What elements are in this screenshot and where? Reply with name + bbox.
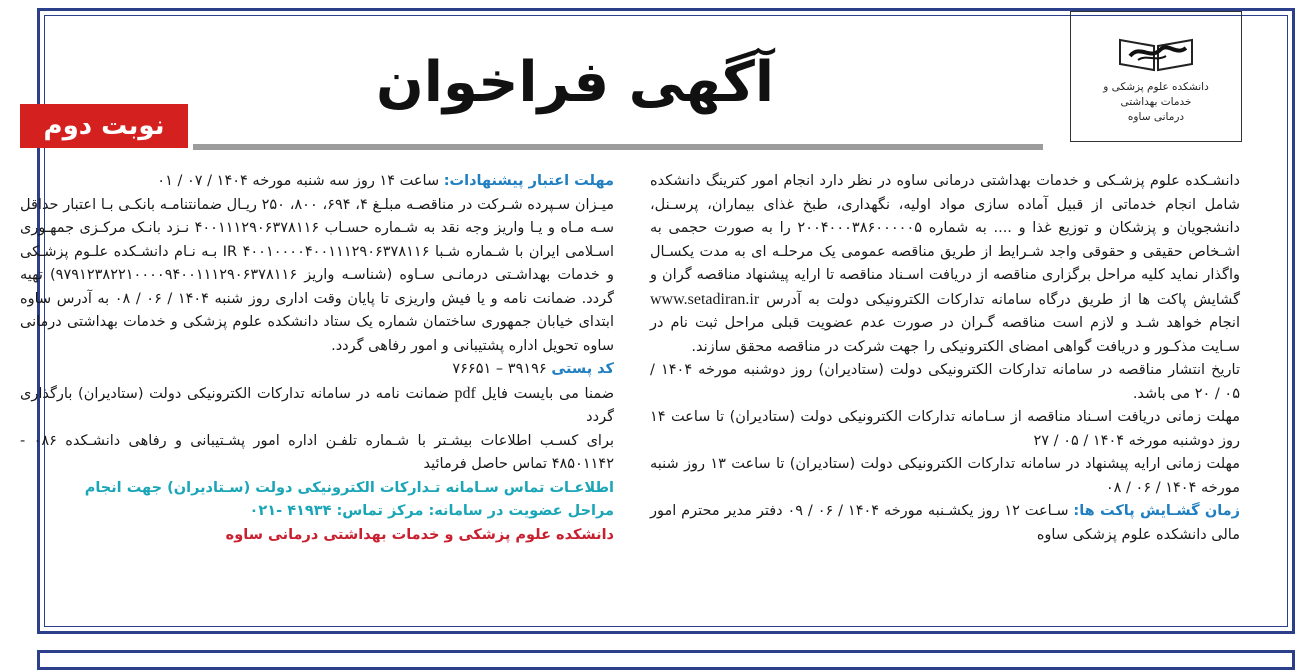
- opening-time: [650, 500, 1240, 547]
- footer-organization: دانشکده علوم پزشکی و خدمات بهداشتی درمانی ساوه: [225, 526, 614, 543]
- intro-paragraph: [650, 170, 1240, 359]
- logo-org-line1: دانشکده علوم پزشکی و: [1103, 81, 1209, 93]
- page-title: آگهی فراخوان: [375, 50, 775, 115]
- logo-org-line3: درمانی ساوه: [1127, 111, 1185, 123]
- document-deadline: مهلت زمانی دریافت اسـناد مناقصه از سـامانه تدارکات الکترونیکی دولت (ستادیران) تا ساعت ۱۴ روز دوشنبه مورخه ۱۴۰۴ / ۰۵ / ۲۷: [650, 409, 1240, 449]
- header-divider: [193, 144, 1043, 150]
- validity-text: ساعت ۱۴ روز سه شنبه مورخه ۱۴۰۴ / ۰۷ / ۰۱: [157, 173, 440, 189]
- book-logo-icon: [1116, 30, 1196, 74]
- pdf-text-2: ضمانت نامه در سامانه تدارکات الکترونیکی دولت (ستادیران) بارگذاری گردد: [20, 385, 614, 425]
- info-paragraph: برای کسـب اطلاعات بیشـتر با شـماره تلفـن اداره امور پشـتیبانی و رفاهی دانشـکده ۰۸۶ - ۴۸۵۰۱۱۴۲ تماس حاصل فرمائید: [20, 432, 614, 472]
- university-logo: [1070, 11, 1242, 142]
- logo-org-line2: خدمات بهداشتی: [1120, 96, 1192, 108]
- pdf-paragraph: [20, 382, 614, 430]
- intro-text-1: دانشـکده علوم پزشـکی و خدمات بهداشتی درمانی ساوه در نظر دارد انجام امور کترینگ دانشکده شامل انجام خدماتی از قبیل آماده سازی مواد اولیه، نگهداری، طبخ غذای بیماران، پرسـنل، دانشجویان و پزشکان و توزیع غذا و .... به شماره ۲۰۰۴۰۰۰۳۸۶۰۰۰۰۰۵ را به صورت حجمی به اشـخاص حقیقی و حقوقی واجد شـرایط از طریق مناقصه عمومی یک مرحلـه ای به مدت یکسـال واگذار نماید کلیه مراحل برگزاری مناقصه از دریافت اسـناد مناقصه تا ارایه پیشنهاد مناقصه گران و گشایش پاکت ها از طریق درگاه سامانه تدارکات الکترونیکی دولت به آدرس: [650, 173, 1240, 308]
- right-column: [650, 170, 1240, 547]
- postal-code: ۳۹۱۹۶ – ۷۶۶۵۱: [452, 361, 547, 377]
- setadiran-url[interactable]: www.setadiran.ir: [650, 290, 760, 308]
- contact-line-2: مراحل عضویت در سامانه: مرکز تماس: ۴۱۹۳۴ -۰۲۱: [249, 503, 614, 519]
- opening-text: سـاعت ۱۲ روز یکشـنبه مورخه ۱۴۰۴ / ۰۶ / ۰۹ دفتر مدیر محترم امور مالی دانشکده علوم پزشکی ساوه: [650, 503, 1240, 543]
- contact-line-1: اطلاعـات تماس سـامانه تـدارکات الکترونیکی دولت (سـتادیران) جهت انجام: [84, 479, 614, 496]
- opening-label: زمان گشـایش پاکت ها:: [1073, 503, 1240, 519]
- publish-date: تاریخ انتشار مناقصه در سامانه تدارکات الکترونیکی دولت (ستادیران) روز دوشنبه مورخه ۱۴۰۴ / ۰۵ / ۲۰ می باشد.: [650, 362, 1240, 402]
- validity-line: [20, 170, 614, 194]
- round-badge: نوبت دوم: [20, 104, 188, 148]
- intro-text-2: انجام خواهد شـد و لازم است مناقصه گـران در صورت عدم عضویت قبلی مراحل ثبت نام در سـایت مذکـور و دریافت گواهی امضای الکترونیکی را جهت شرکت در مناقصه محقق سازند.: [650, 315, 1240, 355]
- postal-line: [20, 358, 614, 382]
- guarantee-paragraph: میـزان سـپرده شـرکت در مناقصـه مبلـغ ۴، ۶۹۴، ۸۰۰، ۲۵۰ ریـال ضمانتنامـه بانکـی بـا اعتبار حداقل سـه مـاه و یـا واریز وجه نقد به شـماره حسـاب ۴۰۰۱۱۱۲۹۰۶۳۷۸۱۱۶ نـزد بانـک مرکـزی جمهـوری اسـلامی ایران با شـماره شـبا IR ۴۰۰۱۰۰۰۰۴۰۰۱۱۱۲۹۰۶۳۷۸۱۱۶ بـه نـام دانشـکده علـوم پزشـکی و خدمات بهداشـتی درمانـی سـاوه (شناسـه واریز ۹۷۹۱۲۳۸۲۲۱۰۰۰۰۹۴۰۰۱۱۱۲۹۰۶۳۷۸۱۱۶) تهیه گردد. ضمانت نامه و یا فیش واریزی تا پایان وقت اداری روز شنبه ۱۴۰۴ / ۰۶ / ۰۸ به آدرس ساوه ابتدای خیابان جمهوری ساختمان شماره یک ستاد دانشکده علوم پزشکی و خدمات بهداشتی درمانی ساوه تحویل اداره پشتیبانی و امور رفاهی گردد.: [20, 196, 615, 354]
- pdf-word: pdf: [454, 384, 476, 402]
- next-notice-frame: [37, 650, 1295, 670]
- postal-label: کد پستی: [551, 361, 614, 377]
- validity-label: مهلت اعتبار پیشنهادات:: [443, 173, 614, 189]
- bid-deadline: مهلت زمانی ارایه پیشنهاد در سامانه تدارکات الکترونیکی دولت (ستادیران) تا ساعت ۱۳ روز شنبه مورخه ۱۴۰۴ / ۰۶ / ۰۸: [650, 456, 1241, 496]
- left-column: [20, 170, 614, 547]
- pdf-text-1: ضمنا می بایست فایل: [481, 385, 615, 402]
